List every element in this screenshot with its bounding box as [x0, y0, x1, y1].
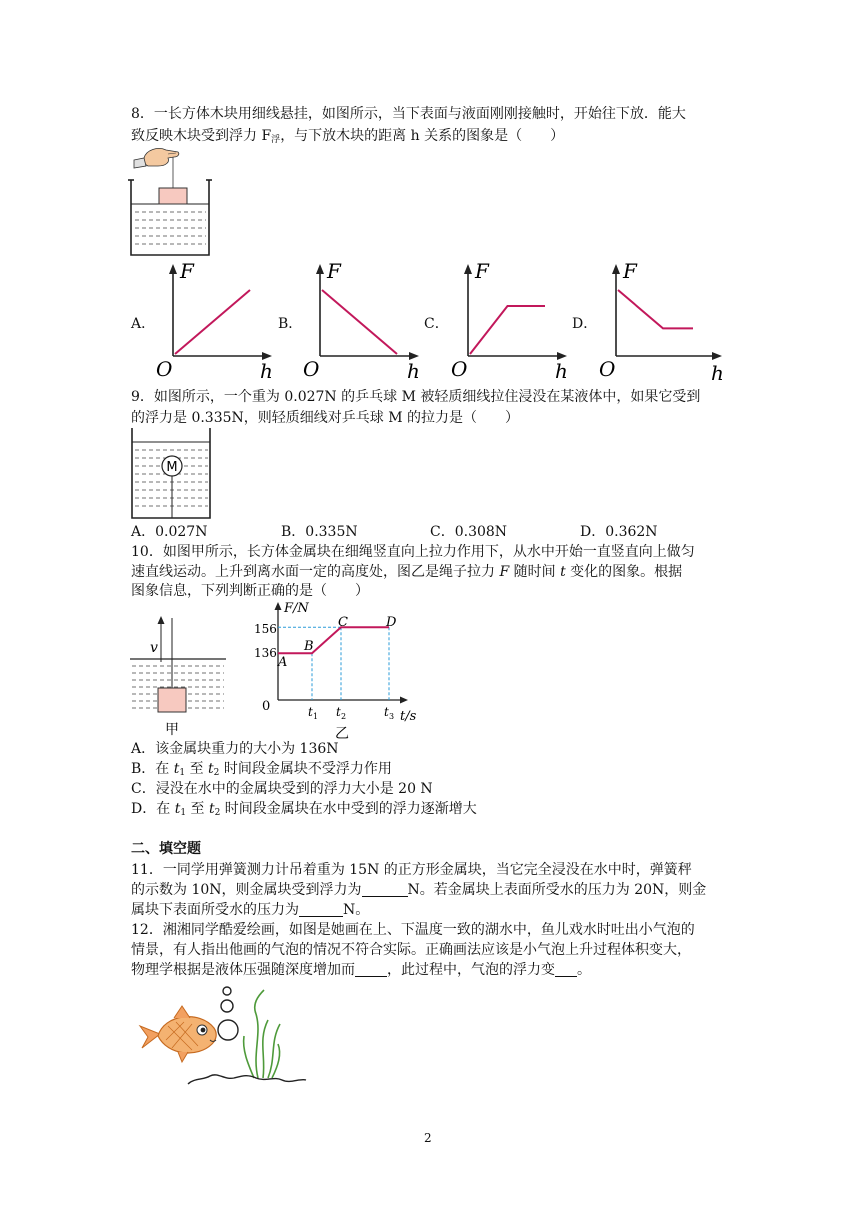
- origin-label: O: [451, 357, 468, 381]
- point-a-label: A: [278, 655, 288, 670]
- x-tick-t3: [384, 705, 394, 721]
- q8-option-c-label: C．: [424, 316, 449, 332]
- point-b-label: B: [304, 639, 314, 654]
- q10-option-d-s2: 2: [214, 808, 221, 818]
- svg-text:1: 1: [313, 712, 319, 721]
- q12-line2: 情景，有人指出他画的气泡的情况不符合实际。正确画法应该是小气泡上升过程体积变大，: [131, 942, 691, 958]
- q9-option-c: C．0.308N: [430, 524, 508, 540]
- q10-option-d-t2: t: [208, 801, 215, 817]
- page-number: 2: [424, 1131, 432, 1145]
- point-c-label: C: [338, 615, 348, 630]
- hand-icon: [134, 148, 179, 168]
- q8-graph-a: [150, 259, 280, 384]
- q10-figure-jia: [130, 610, 226, 736]
- y-axis-label: F/N: [284, 601, 309, 616]
- q8-option-a-label: A．: [131, 316, 156, 332]
- q12-blank-2[interactable]: [555, 962, 577, 977]
- q11-line3-a: 属块下表面所受水的压力为: [131, 902, 299, 918]
- q11-blank-1[interactable]: [362, 882, 408, 897]
- q12-line3-a: 物理学根据是液体压强随深度增加而: [131, 962, 355, 978]
- q10-option-d-b: 时间段金属块在水中受到的浮力逐渐增大: [220, 801, 477, 817]
- force-line: [278, 627, 389, 653]
- q8-graph-d: [593, 259, 728, 385]
- q8-option-d-label: D．: [572, 316, 598, 332]
- q9-option-d: D．0.362N: [580, 524, 658, 540]
- q12-fish-figure: [130, 984, 330, 1090]
- axis-x-label: h: [407, 359, 420, 383]
- svg-text:t: t: [384, 705, 389, 719]
- graph-line: [322, 290, 397, 354]
- metal-block: [158, 688, 186, 712]
- x-tick-t1: [308, 705, 318, 721]
- section-title: 二、填空题: [131, 841, 201, 857]
- axis-y-label: F: [327, 259, 341, 283]
- q10-option-b-t1: t: [173, 761, 180, 777]
- q10-option-d-t1: t: [174, 801, 181, 817]
- q10-option-d-a: D．在: [131, 801, 175, 817]
- q10-option-b-s1: 1: [179, 768, 186, 778]
- q8-line2-sub: 浮: [271, 135, 281, 145]
- axis-x-label: h: [555, 359, 568, 383]
- q11-line2: [131, 880, 706, 900]
- q11-line2-a: 的示数为 10N，则金属块受到浮力为: [131, 882, 362, 898]
- q8-line1: 8．一长方体木块用细线悬挂，如图所示，当下表面与液面刚刚接触时，开始往下放．能大: [131, 106, 686, 122]
- figure-yi-caption: 乙: [335, 726, 349, 742]
- x-axis-label: t/s: [400, 709, 417, 724]
- origin-label: 0: [262, 699, 271, 714]
- origin-label: O: [156, 357, 173, 381]
- q10-line3: 图象信息，下列判断正确的是（ ）: [131, 583, 369, 599]
- axis-y-label: F: [180, 259, 194, 283]
- graph-line: [470, 306, 545, 354]
- q10-option-b-a: B．在: [131, 761, 174, 777]
- dashed-guides: [278, 627, 389, 700]
- svg-text:t: t: [336, 705, 341, 719]
- axis-x-label: h: [711, 361, 724, 385]
- q11-line2-b: N。若金属块上表面所受水的压力为 20N，则金: [407, 882, 707, 898]
- q12-line3: [131, 960, 591, 980]
- svg-text:t: t: [308, 705, 313, 719]
- seaweed-icon: [244, 990, 280, 1078]
- q11-line3-b: N。: [343, 902, 370, 918]
- bubbles-icon: [218, 987, 238, 1040]
- y-tick-156: 156: [254, 622, 277, 636]
- q8-beaker-figure: [128, 144, 212, 258]
- q9-container-figure: [130, 428, 212, 520]
- q9-line1: 9．如图所示，一个重为 0.027N 的乒乓球 M 被轻质细线拉住浸没在某液体中，如果它受到: [131, 389, 701, 405]
- q10-line2: [131, 562, 682, 582]
- q11-line3: [131, 900, 369, 920]
- q10-line2-b: 随时间: [509, 564, 561, 580]
- x-tick-t2: [336, 705, 346, 721]
- figure-jia-caption: 甲: [165, 722, 179, 738]
- graph-line: [618, 290, 693, 328]
- ball-label: M: [166, 460, 178, 475]
- q8-line2-a: 致反映木块受到浮力 F: [131, 128, 272, 144]
- q10-option-b-t2: t: [208, 761, 214, 777]
- q10-option-d-mid: 至: [186, 801, 209, 817]
- q9-line2: 的浮力是 0.335N，则轻质细线对乒乓球 M 的拉力是（ ）: [131, 410, 520, 426]
- q10-option-d-s1: 1: [180, 808, 187, 818]
- q10-option-b-b: 时间段金属块不受浮力作用: [219, 761, 392, 777]
- origin-label: O: [599, 357, 616, 381]
- q12-line1: 12．湘湘同学酷爱绘画，如图是她画在上、下温度一致的湖水中，鱼儿戏水时吐出小气泡的: [131, 922, 695, 938]
- q11-line1: 11．一同学用弹簧测力计吊着重为 15N 的正方形金属块，当它完全浸没在水中时，弹簧秤: [131, 862, 692, 878]
- q8-option-b-label: B．: [278, 316, 303, 332]
- velocity-arrow-icon: [158, 616, 165, 624]
- q10-figure-yi-chart: [246, 600, 426, 742]
- fish-icon: [140, 1006, 216, 1062]
- q9-option-b: B．0.335N: [281, 524, 358, 540]
- graph-line: [175, 290, 250, 354]
- q12-line3-b: ，此过程中，气泡的浮力变: [387, 962, 555, 978]
- q10-option-c: C．浸没在水中的金属块受到的浮力大小是 20 N: [131, 781, 433, 797]
- axis-y-label: F: [475, 259, 489, 283]
- point-d-label: D: [386, 615, 397, 630]
- svg-text:3: 3: [389, 712, 395, 721]
- velocity-label: v: [150, 640, 158, 656]
- svg-text:2: 2: [341, 712, 347, 721]
- q8-line2-b: ，与下放木块的距离 h 关系的图象是（ ）: [280, 128, 565, 144]
- q10-option-b-mid: 至: [185, 761, 209, 777]
- q10-line2-c: 变化的图象。根据: [565, 564, 683, 580]
- q10-option-a: A．该金属块重力的大小为 136N: [131, 741, 339, 757]
- q11-blank-2[interactable]: [299, 902, 343, 917]
- q10-option-d: [131, 799, 477, 823]
- q10-line2-t: t: [560, 564, 566, 580]
- origin-label: O: [303, 357, 320, 381]
- lakebed-line: [188, 1075, 306, 1084]
- q9-option-a: A．0.027N: [131, 524, 208, 540]
- q10-line2-F: F: [499, 564, 510, 580]
- q12-blank-1[interactable]: [355, 962, 387, 977]
- q8-graph-c: [445, 259, 575, 384]
- q10-option-b-s2: 2: [213, 768, 220, 778]
- q10-line1: 10．如图甲所示，长方体金属块在细绳竖直向上拉力作用下，从水中开始一直竖直向上做匀: [131, 544, 695, 560]
- q12-line3-c: 。: [577, 962, 591, 978]
- y-tick-136: 136: [254, 646, 277, 660]
- axis-x-label: h: [260, 359, 273, 383]
- q8-graph-b: [297, 259, 427, 384]
- q10-line2-a: 速直线运动。上升到离水面一定的高度处，图乙是绳子拉力: [131, 564, 500, 580]
- axis-y-label: F: [623, 259, 637, 283]
